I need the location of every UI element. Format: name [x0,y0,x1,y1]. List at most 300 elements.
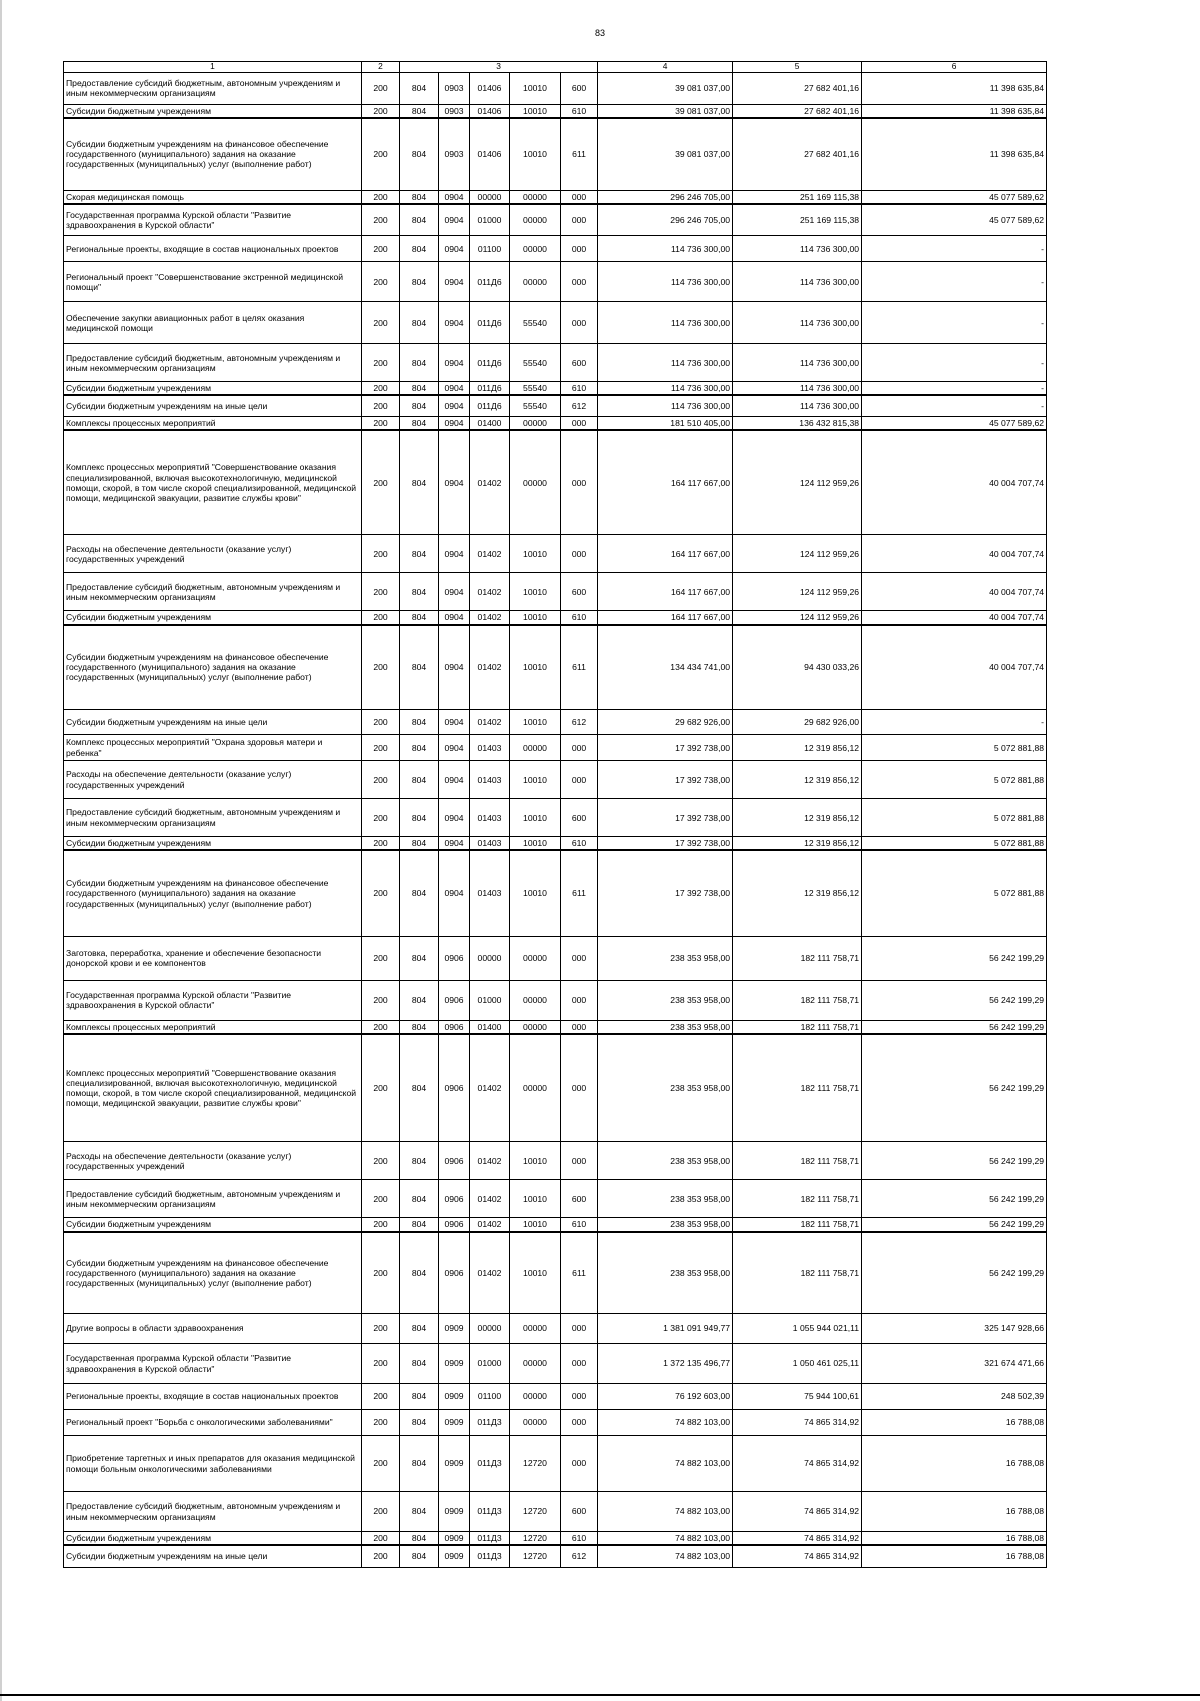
table-row [64,72,1047,104]
cell-value-col6: 40 004 707,74 [862,573,1047,611]
cell-expense-type: 610 [561,1218,598,1232]
cell-value-col4: 39 081 037,00 [598,72,733,104]
cell-target-code-1: 01402 [470,611,510,625]
cell-name: Предоставление субсидий бюджетным, автономным учреждениям и иным некоммерческим организациям [64,72,362,104]
cell-subsection-code: 0904 [439,302,470,344]
cell-expense-type: 600 [561,344,598,382]
cell-expense-type: 000 [561,761,598,799]
cell-admin-code: 200 [362,980,400,1020]
cell-name: Региональный проект "Совершенствование экстренной медицинской помощи" [64,262,362,302]
table-row [64,395,1047,416]
cell-target-code-2: 12720 [510,1436,561,1492]
cell-target-code-2: 10010 [510,72,561,104]
cell-value-col5: 114 736 300,00 [733,236,862,262]
cell-value-col4: 17 392 738,00 [598,837,733,851]
cell-subsection-code: 0904 [439,416,470,430]
cell-value-col5: 136 432 815,38 [733,416,862,430]
cell-admin-code: 200 [362,236,400,262]
cell-value-col6: 16 788,08 [862,1532,1047,1546]
cell-target-code-2: 00000 [510,236,561,262]
cell-admin-code: 200 [362,611,400,625]
cell-value-col6: 56 242 199,29 [862,1218,1047,1232]
cell-value-col6: - [862,382,1047,396]
header-col-2: 2 [362,62,400,73]
budget-table [63,61,1047,1568]
cell-expense-type: 611 [561,118,598,190]
cell-admin-code: 200 [362,1034,400,1142]
cell-name: Приобретение таргетных и иных препаратов для оказания медицинской помощи больным онкологическими заболеваниями [64,1436,362,1492]
cell-admin-code: 200 [362,1232,400,1314]
header-col-1: 1 [64,62,362,73]
cell-expense-type: 000 [561,262,598,302]
cell-value-col5: 74 865 314,92 [733,1545,862,1567]
cell-value-col5: 124 112 959,26 [733,430,862,535]
cell-target-code-2: 55540 [510,382,561,396]
table-row [64,1384,1047,1410]
cell-subsection-code: 0904 [439,190,470,204]
cell-section-code: 804 [400,118,439,190]
cell-value-col4: 17 392 738,00 [598,850,733,936]
cell-target-code-1: 01403 [470,735,510,761]
cell-admin-code: 200 [362,1020,400,1034]
header-row [64,62,1047,73]
cell-section-code: 804 [400,416,439,430]
cell-value-col4: 134 434 741,00 [598,625,733,710]
table-row [64,382,1047,396]
cell-subsection-code: 0903 [439,104,470,118]
cell-target-code-1: 01402 [470,535,510,573]
cell-name: Субсидии бюджетным учреждениям [64,1218,362,1232]
cell-value-col6: - [862,236,1047,262]
cell-value-col4: 238 353 958,00 [598,1180,733,1218]
cell-subsection-code: 0909 [439,1410,470,1436]
cell-subsection-code: 0904 [439,625,470,710]
cell-name: Субсидии бюджетным учреждениям [64,382,362,396]
cell-name: Комплекс процессных мероприятий "Охрана здоровья матери и ребенка" [64,735,362,761]
cell-section-code: 804 [400,1314,439,1344]
cell-value-col4: 114 736 300,00 [598,395,733,416]
cell-target-code-1: 011Д3 [470,1545,510,1567]
cell-value-col5: 74 865 314,92 [733,1492,862,1532]
cell-section-code: 804 [400,837,439,851]
cell-admin-code: 200 [362,837,400,851]
cell-value-col5: 182 111 758,71 [733,1142,862,1180]
cell-admin-code: 200 [362,395,400,416]
table-row [64,980,1047,1020]
cell-admin-code: 200 [362,1218,400,1232]
cell-target-code-2: 00000 [510,262,561,302]
header-col-4: 4 [598,62,733,73]
cell-value-col5: 12 319 856,12 [733,761,862,799]
cell-section-code: 804 [400,104,439,118]
cell-value-col4: 238 353 958,00 [598,1232,733,1314]
cell-value-col5: 114 736 300,00 [733,302,862,344]
cell-subsection-code: 0904 [439,344,470,382]
header-col-3: 3 [400,62,598,73]
cell-target-code-1: 01402 [470,1232,510,1314]
cell-admin-code: 200 [362,1384,400,1410]
cell-value-col4: 74 882 103,00 [598,1492,733,1532]
cell-section-code: 804 [400,430,439,535]
cell-name: Предоставление субсидий бюджетным, автономным учреждениям и иным некоммерческим организациям [64,1180,362,1218]
cell-expense-type: 612 [561,395,598,416]
cell-admin-code: 200 [362,1314,400,1344]
cell-subsection-code: 0906 [439,1180,470,1218]
cell-admin-code: 200 [362,1545,400,1567]
table-row [64,1218,1047,1232]
cell-target-code-1: 01400 [470,416,510,430]
cell-value-col4: 74 882 103,00 [598,1545,733,1567]
cell-target-code-2: 10010 [510,535,561,573]
cell-value-col5: 27 682 401,16 [733,104,862,118]
cell-value-col5: 74 865 314,92 [733,1532,862,1546]
scan-bottom-line [0,1694,1200,1696]
cell-subsection-code: 0904 [439,395,470,416]
cell-expense-type: 000 [561,936,598,980]
cell-value-col6: 5 072 881,88 [862,761,1047,799]
cell-value-col6: 56 242 199,29 [862,1142,1047,1180]
cell-value-col4: 164 117 667,00 [598,535,733,573]
cell-value-col6: - [862,262,1047,302]
cell-section-code: 804 [400,1020,439,1034]
cell-subsection-code: 0906 [439,1020,470,1034]
cell-target-code-1: 01402 [470,625,510,710]
cell-admin-code: 200 [362,936,400,980]
cell-value-col6: - [862,710,1047,735]
cell-name: Расходы на обеспечение деятельности (оказание услуг) государственных учреждений [64,535,362,573]
cell-target-code-1: 011Д6 [470,302,510,344]
cell-value-col6: 56 242 199,29 [862,980,1047,1020]
table-row [64,837,1047,851]
cell-value-col5: 12 319 856,12 [733,850,862,936]
cell-expense-type: 611 [561,850,598,936]
cell-target-code-1: 01000 [470,1344,510,1384]
cell-value-col6: 16 788,08 [862,1436,1047,1492]
cell-value-col6: 16 788,08 [862,1545,1047,1567]
cell-target-code-2: 10010 [510,611,561,625]
cell-subsection-code: 0904 [439,761,470,799]
cell-value-col5: 12 319 856,12 [733,799,862,837]
cell-value-col6: 11 398 635,84 [862,118,1047,190]
cell-name: Скорая медицинская помощь [64,190,362,204]
cell-value-col4: 238 353 958,00 [598,1142,733,1180]
cell-expense-type: 000 [561,1034,598,1142]
cell-target-code-1: 01402 [470,1034,510,1142]
cell-value-col5: 182 111 758,71 [733,1218,862,1232]
cell-target-code-1: 01100 [470,236,510,262]
cell-value-col6: 5 072 881,88 [862,837,1047,851]
cell-value-col5: 1 055 944 021,11 [733,1314,862,1344]
cell-section-code: 804 [400,611,439,625]
table-row [64,850,1047,936]
cell-expense-type: 000 [561,980,598,1020]
cell-value-col5: 251 169 115,38 [733,204,862,236]
table-row [64,611,1047,625]
cell-section-code: 804 [400,1492,439,1532]
cell-name: Другие вопросы в области здравоохранения [64,1314,362,1344]
cell-target-code-1: 01100 [470,1384,510,1410]
cell-subsection-code: 0909 [439,1384,470,1410]
cell-subsection-code: 0904 [439,430,470,535]
cell-section-code: 804 [400,1344,439,1384]
cell-section-code: 804 [400,799,439,837]
cell-value-col5: 251 169 115,38 [733,190,862,204]
cell-target-code-1: 00000 [470,936,510,980]
cell-value-col4: 17 392 738,00 [598,735,733,761]
cell-value-col4: 164 117 667,00 [598,573,733,611]
cell-value-col5: 74 865 314,92 [733,1410,862,1436]
cell-admin-code: 200 [362,344,400,382]
table-row [64,1532,1047,1546]
cell-admin-code: 200 [362,204,400,236]
table-row [64,302,1047,344]
cell-section-code: 804 [400,382,439,396]
cell-expense-type: 000 [561,1314,598,1344]
cell-target-code-2: 12720 [510,1532,561,1546]
cell-expense-type: 610 [561,104,598,118]
cell-expense-type: 600 [561,1180,598,1218]
cell-value-col4: 238 353 958,00 [598,936,733,980]
cell-target-code-1: 01400 [470,1020,510,1034]
cell-value-col4: 238 353 958,00 [598,1034,733,1142]
cell-subsection-code: 0903 [439,72,470,104]
cell-name: Предоставление субсидий бюджетным, автономным учреждениям и иным некоммерческим организациям [64,344,362,382]
cell-value-col5: 1 050 461 025,11 [733,1344,862,1384]
table-row [64,1034,1047,1142]
cell-admin-code: 200 [362,1344,400,1384]
cell-value-col6: 56 242 199,29 [862,1180,1047,1218]
cell-admin-code: 200 [362,190,400,204]
cell-target-code-1: 011Д3 [470,1492,510,1532]
page-number: 83 [594,28,605,38]
table-row [64,625,1047,710]
cell-value-col6: 45 077 589,62 [862,204,1047,236]
table-row [64,1232,1047,1314]
table-row [64,1410,1047,1436]
cell-target-code-2: 00000 [510,1410,561,1436]
cell-admin-code: 200 [362,710,400,735]
cell-target-code-2: 10010 [510,710,561,735]
table-row [64,236,1047,262]
cell-value-col6: 5 072 881,88 [862,799,1047,837]
cell-expense-type: 612 [561,1545,598,1567]
cell-subsection-code: 0906 [439,936,470,980]
cell-section-code: 804 [400,573,439,611]
cell-value-col6: 40 004 707,74 [862,430,1047,535]
cell-value-col6: 16 788,08 [862,1492,1047,1532]
cell-subsection-code: 0906 [439,1034,470,1142]
cell-value-col5: 29 682 926,00 [733,710,862,735]
cell-section-code: 804 [400,262,439,302]
cell-value-col6: 40 004 707,74 [862,535,1047,573]
cell-name: Субсидии бюджетным учреждениям на финансовое обеспечение государственного (муниципального) задания на оказание государственных (муниципальных) услуг (выполнение работ) [64,625,362,710]
cell-expense-type: 611 [561,1232,598,1314]
cell-section-code: 804 [400,344,439,382]
cell-subsection-code: 0904 [439,262,470,302]
cell-target-code-2: 00000 [510,416,561,430]
cell-value-col4: 114 736 300,00 [598,302,733,344]
cell-section-code: 804 [400,302,439,344]
cell-admin-code: 200 [362,1410,400,1436]
table-row [64,1436,1047,1492]
cell-name: Заготовка, переработка, хранение и обеспечение безопасности донорской крови и ее компонентов [64,936,362,980]
cell-value-col6: - [862,344,1047,382]
cell-section-code: 804 [400,535,439,573]
cell-admin-code: 200 [362,430,400,535]
cell-name: Субсидии бюджетным учреждениям на иные цели [64,710,362,735]
table-row [64,535,1047,573]
cell-target-code-2: 55540 [510,395,561,416]
cell-value-col4: 76 192 603,00 [598,1384,733,1410]
table-row [64,1344,1047,1384]
cell-expense-type: 600 [561,573,598,611]
cell-value-col4: 39 081 037,00 [598,118,733,190]
cell-expense-type: 000 [561,190,598,204]
cell-admin-code: 200 [362,735,400,761]
cell-admin-code: 200 [362,118,400,190]
cell-section-code: 804 [400,1232,439,1314]
cell-target-code-1: 01403 [470,761,510,799]
cell-value-col5: 12 319 856,12 [733,735,862,761]
cell-target-code-1: 01406 [470,104,510,118]
cell-value-col5: 75 944 100,61 [733,1384,862,1410]
cell-expense-type: 000 [561,430,598,535]
cell-target-code-2: 12720 [510,1545,561,1567]
cell-value-col5: 12 319 856,12 [733,837,862,851]
cell-value-col4: 74 882 103,00 [598,1436,733,1492]
cell-subsection-code: 0904 [439,799,470,837]
cell-subsection-code: 0909 [439,1532,470,1546]
cell-expense-type: 000 [561,535,598,573]
cell-name: Расходы на обеспечение деятельности (оказание услуг) государственных учреждений [64,761,362,799]
table-row [64,735,1047,761]
cell-section-code: 804 [400,850,439,936]
cell-target-code-2: 00000 [510,1344,561,1384]
cell-name: Предоставление субсидий бюджетным, автономным учреждениям и иным некоммерческим организациям [64,799,362,837]
cell-value-col5: 182 111 758,71 [733,936,862,980]
cell-name: Субсидии бюджетным учреждениям [64,1532,362,1546]
cell-target-code-1: 00000 [470,190,510,204]
table-row [64,799,1047,837]
cell-expense-type: 000 [561,302,598,344]
cell-admin-code: 200 [362,262,400,302]
cell-target-code-1: 011Д6 [470,262,510,302]
cell-target-code-2: 10010 [510,850,561,936]
cell-section-code: 804 [400,1545,439,1567]
cell-value-col5: 114 736 300,00 [733,382,862,396]
cell-name: Предоставление субсидий бюджетным, автономным учреждениям и иным некоммерческим организациям [64,573,362,611]
cell-subsection-code: 0904 [439,236,470,262]
cell-subsection-code: 0903 [439,118,470,190]
cell-value-col5: 114 736 300,00 [733,262,862,302]
cell-subsection-code: 0909 [439,1492,470,1532]
cell-section-code: 804 [400,236,439,262]
cell-target-code-1: 01000 [470,980,510,1020]
cell-value-col6: 16 788,08 [862,1410,1047,1436]
cell-admin-code: 200 [362,850,400,936]
cell-value-col4: 74 882 103,00 [598,1410,733,1436]
table-row [64,1142,1047,1180]
cell-name: Государственная программа Курской области "Развитие здравоохранения в Курской области" [64,1344,362,1384]
cell-value-col4: 181 510 405,00 [598,416,733,430]
cell-section-code: 804 [400,761,439,799]
cell-target-code-2: 00000 [510,190,561,204]
cell-section-code: 804 [400,204,439,236]
cell-target-code-2: 00000 [510,1034,561,1142]
cell-target-code-1: 00000 [470,1314,510,1344]
cell-target-code-1: 011Д3 [470,1410,510,1436]
cell-target-code-1: 01402 [470,1180,510,1218]
cell-value-col4: 1 372 135 496,77 [598,1344,733,1384]
cell-value-col4: 114 736 300,00 [598,344,733,382]
cell-value-col5: 124 112 959,26 [733,573,862,611]
cell-subsection-code: 0909 [439,1344,470,1384]
cell-section-code: 804 [400,1034,439,1142]
cell-value-col5: 182 111 758,71 [733,1020,862,1034]
cell-admin-code: 200 [362,382,400,396]
cell-value-col6: 56 242 199,29 [862,1232,1047,1314]
cell-target-code-1: 011Д6 [470,382,510,396]
cell-name: Региональный проект "Борьба с онкологическими заболеваниями" [64,1410,362,1436]
cell-subsection-code: 0906 [439,1218,470,1232]
cell-target-code-1: 011Д3 [470,1436,510,1492]
cell-expense-type: 000 [561,236,598,262]
table-row [64,344,1047,382]
cell-name: Предоставление субсидий бюджетным, автономным учреждениям и иным некоммерческим организациям [64,1492,362,1532]
cell-target-code-2: 10010 [510,573,561,611]
cell-section-code: 804 [400,395,439,416]
table-row [64,573,1047,611]
cell-admin-code: 200 [362,104,400,118]
cell-value-col5: 124 112 959,26 [733,535,862,573]
cell-value-col4: 17 392 738,00 [598,761,733,799]
cell-value-col6: 56 242 199,29 [862,1020,1047,1034]
cell-expense-type: 600 [561,1492,598,1532]
cell-value-col6: 45 077 589,62 [862,416,1047,430]
cell-admin-code: 200 [362,1180,400,1218]
cell-target-code-2: 12720 [510,1492,561,1532]
cell-target-code-1: 01406 [470,72,510,104]
cell-admin-code: 200 [362,416,400,430]
cell-name: Субсидии бюджетным учреждениям на иные цели [64,1545,362,1567]
table-row [64,1020,1047,1034]
cell-expense-type: 000 [561,1142,598,1180]
cell-target-code-2: 00000 [510,430,561,535]
cell-section-code: 804 [400,1436,439,1492]
cell-expense-type: 600 [561,72,598,104]
cell-subsection-code: 0904 [439,850,470,936]
table-row [64,1545,1047,1567]
cell-value-col5: 114 736 300,00 [733,395,862,416]
cell-name: Комплексы процессных мероприятий [64,1020,362,1034]
table-row [64,430,1047,535]
cell-target-code-2: 10010 [510,1142,561,1180]
cell-value-col6: 248 502,39 [862,1384,1047,1410]
cell-value-col4: 114 736 300,00 [598,382,733,396]
cell-section-code: 804 [400,1384,439,1410]
cell-expense-type: 610 [561,611,598,625]
cell-target-code-1: 01402 [470,573,510,611]
cell-section-code: 804 [400,625,439,710]
table-row [64,1180,1047,1218]
scan-margin-line [0,0,2,1701]
cell-subsection-code: 0904 [439,837,470,851]
cell-expense-type: 000 [561,1384,598,1410]
table-row [64,1492,1047,1532]
cell-admin-code: 200 [362,1436,400,1492]
cell-value-col5: 74 865 314,92 [733,1436,862,1492]
cell-value-col6: 11 398 635,84 [862,72,1047,104]
